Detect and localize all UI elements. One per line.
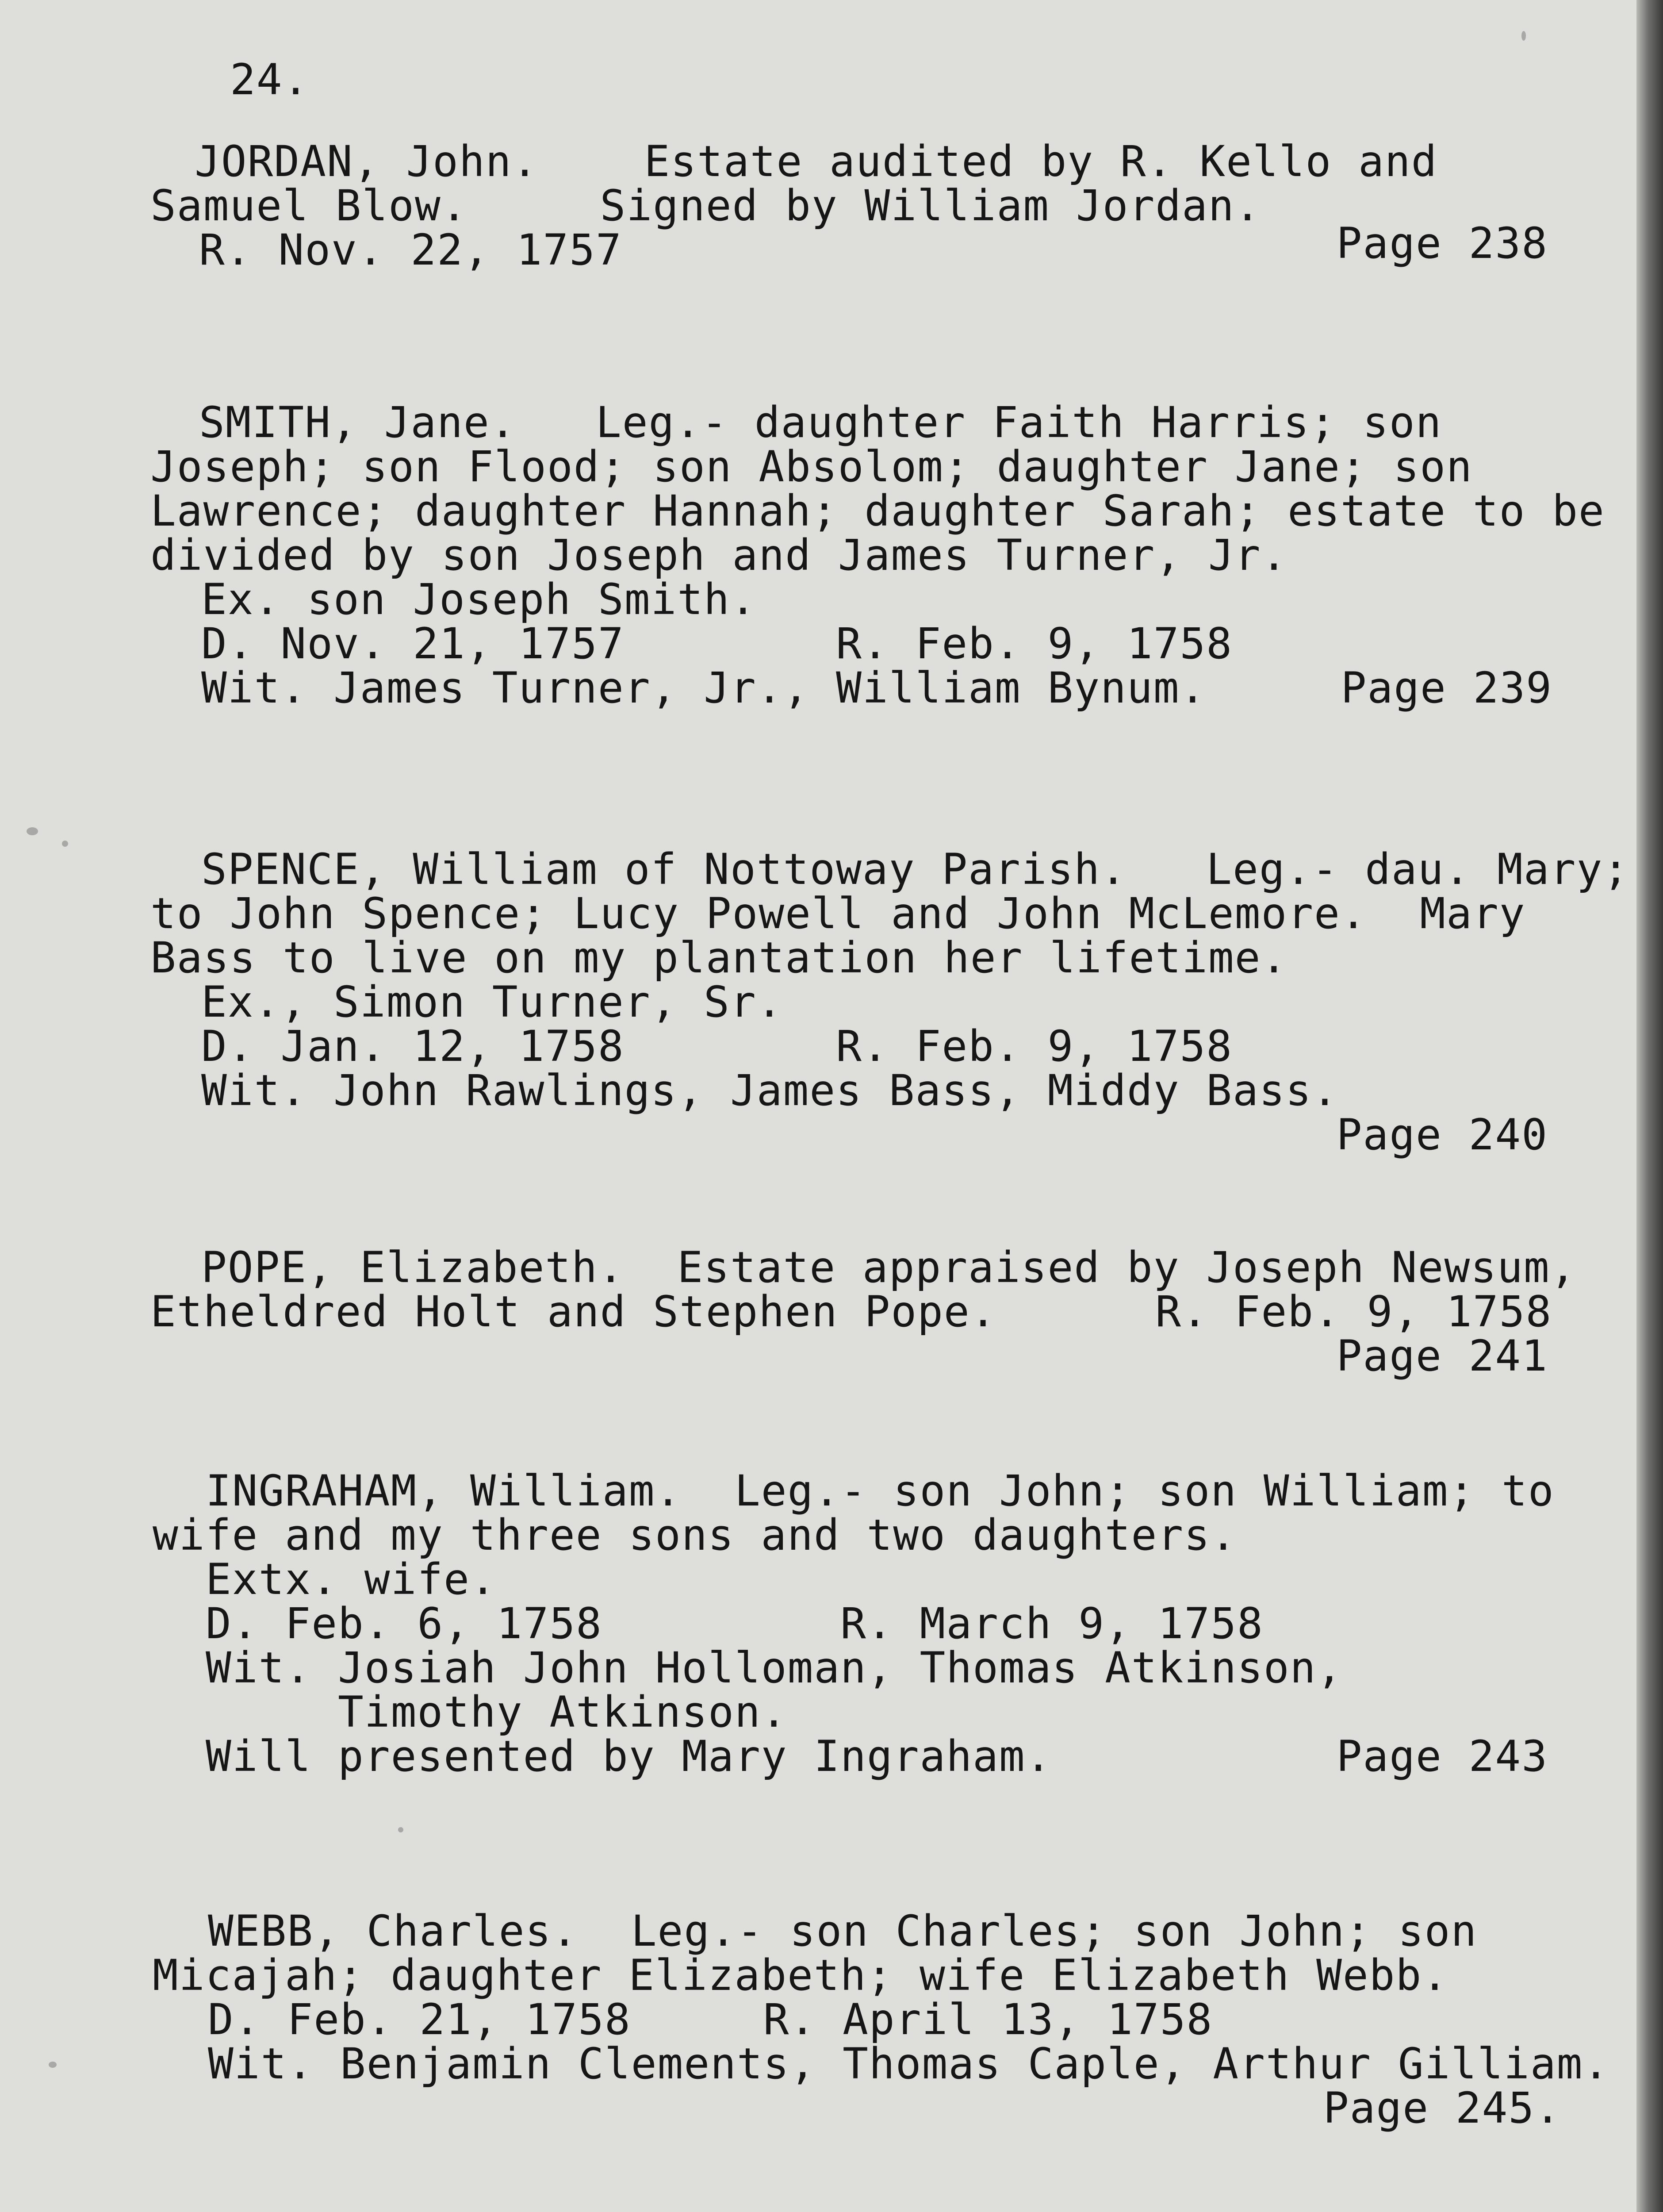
entry-line: Wit. Josiah John Holloman, Thomas Atkinson, [206, 1643, 1343, 1693]
entry-line: JORDAN, John. Estate audited by R. Kello and [195, 137, 1438, 186]
page-reference: Page 239 [1341, 663, 1552, 713]
page-reference: Page 243 [1336, 1732, 1548, 1781]
entry-line: Micajah; daughter Elizabeth; wife Elizabeth Webb. [153, 1951, 1449, 2000]
entry-line: Lawrence; daughter Hannah; daughter Sarah; estate to be [150, 486, 1605, 536]
entry-line: wife and my three sons and two daughters. [153, 1510, 1237, 1560]
scan-speck [398, 1827, 403, 1832]
page-edge-shadow [1636, 0, 1663, 2212]
entry-line: POPE, Elizabeth. Estate appraised by Joseph Newsum, [201, 1243, 1577, 1292]
entry-line: Etheldred Holt and Stephen Pope. R. Feb. 9, 1758 [150, 1287, 1552, 1336]
entry-line: Joseph; son Flood; son Absolom; daughter Jane; son [150, 442, 1473, 492]
entry-line: R. Nov. 22, 1757 [199, 225, 622, 275]
entry-line: D. Nov. 21, 1757 R. Feb. 9, 1758 [201, 619, 1233, 668]
entry-line: SPENCE, William of Nottoway Parish. Leg.- dau. Mary; [201, 845, 1630, 894]
entry-line: Wit. James Turner, Jr., William Bynum. [201, 663, 1207, 713]
page-number: 24. [230, 55, 310, 104]
entry-line: INGRAHAM, William. Leg.- son John; son William; to [206, 1466, 1555, 1516]
entry-line: Wit. John Rawlings, James Bass, Middy Bass. [201, 1066, 1339, 1115]
entry-line: divided by son Joseph and James Turner, Jr. [150, 530, 1288, 580]
page-reference: Page 238 [1336, 219, 1548, 268]
entry-line: to John Spence; Lucy Powell and John McLemore. Mary [150, 889, 1526, 938]
entry-line: Timothy Atkinson. [206, 1687, 788, 1737]
scan-speck [1521, 31, 1526, 41]
entry-line: Ex. son Joseph Smith. [201, 575, 757, 624]
scan-speck [49, 2062, 57, 2068]
entry-line: WEBB, Charles. Leg.- son Charles; son John; son [208, 1906, 1478, 1956]
entry-line: D. Feb. 6, 1758 R. March 9, 1758 [206, 1599, 1264, 1648]
entry-line: Will presented by Mary Ingraham. [206, 1732, 1052, 1781]
entry-line: Ex., Simon Turner, Sr. [201, 977, 783, 1027]
entry-line: D. Jan. 12, 1758 R. Feb. 9, 1758 [201, 1022, 1233, 1071]
entry-line: SMITH, Jane. Leg.- daughter Faith Harris; son [199, 398, 1442, 447]
scan-speck [27, 827, 38, 835]
entry-line: Extx. wife. [206, 1555, 497, 1604]
entry-line: Samuel Blow. Signed by William Jordan. [150, 181, 1261, 230]
entry-line: Bass to live on my plantation her lifetime. [150, 933, 1288, 983]
entry-line: D. Feb. 21, 1758 R. April 13, 1758 [208, 1995, 1213, 2044]
page-reference: Page 241 [1336, 1331, 1548, 1381]
page-reference: Page 240 [1336, 1110, 1548, 1160]
scan-speck [62, 841, 68, 847]
page-reference: Page 245. [1323, 2083, 1561, 2133]
entry-line: Wit. Benjamin Clements, Thomas Caple, Arthur Gilliam. [208, 2039, 1610, 2089]
